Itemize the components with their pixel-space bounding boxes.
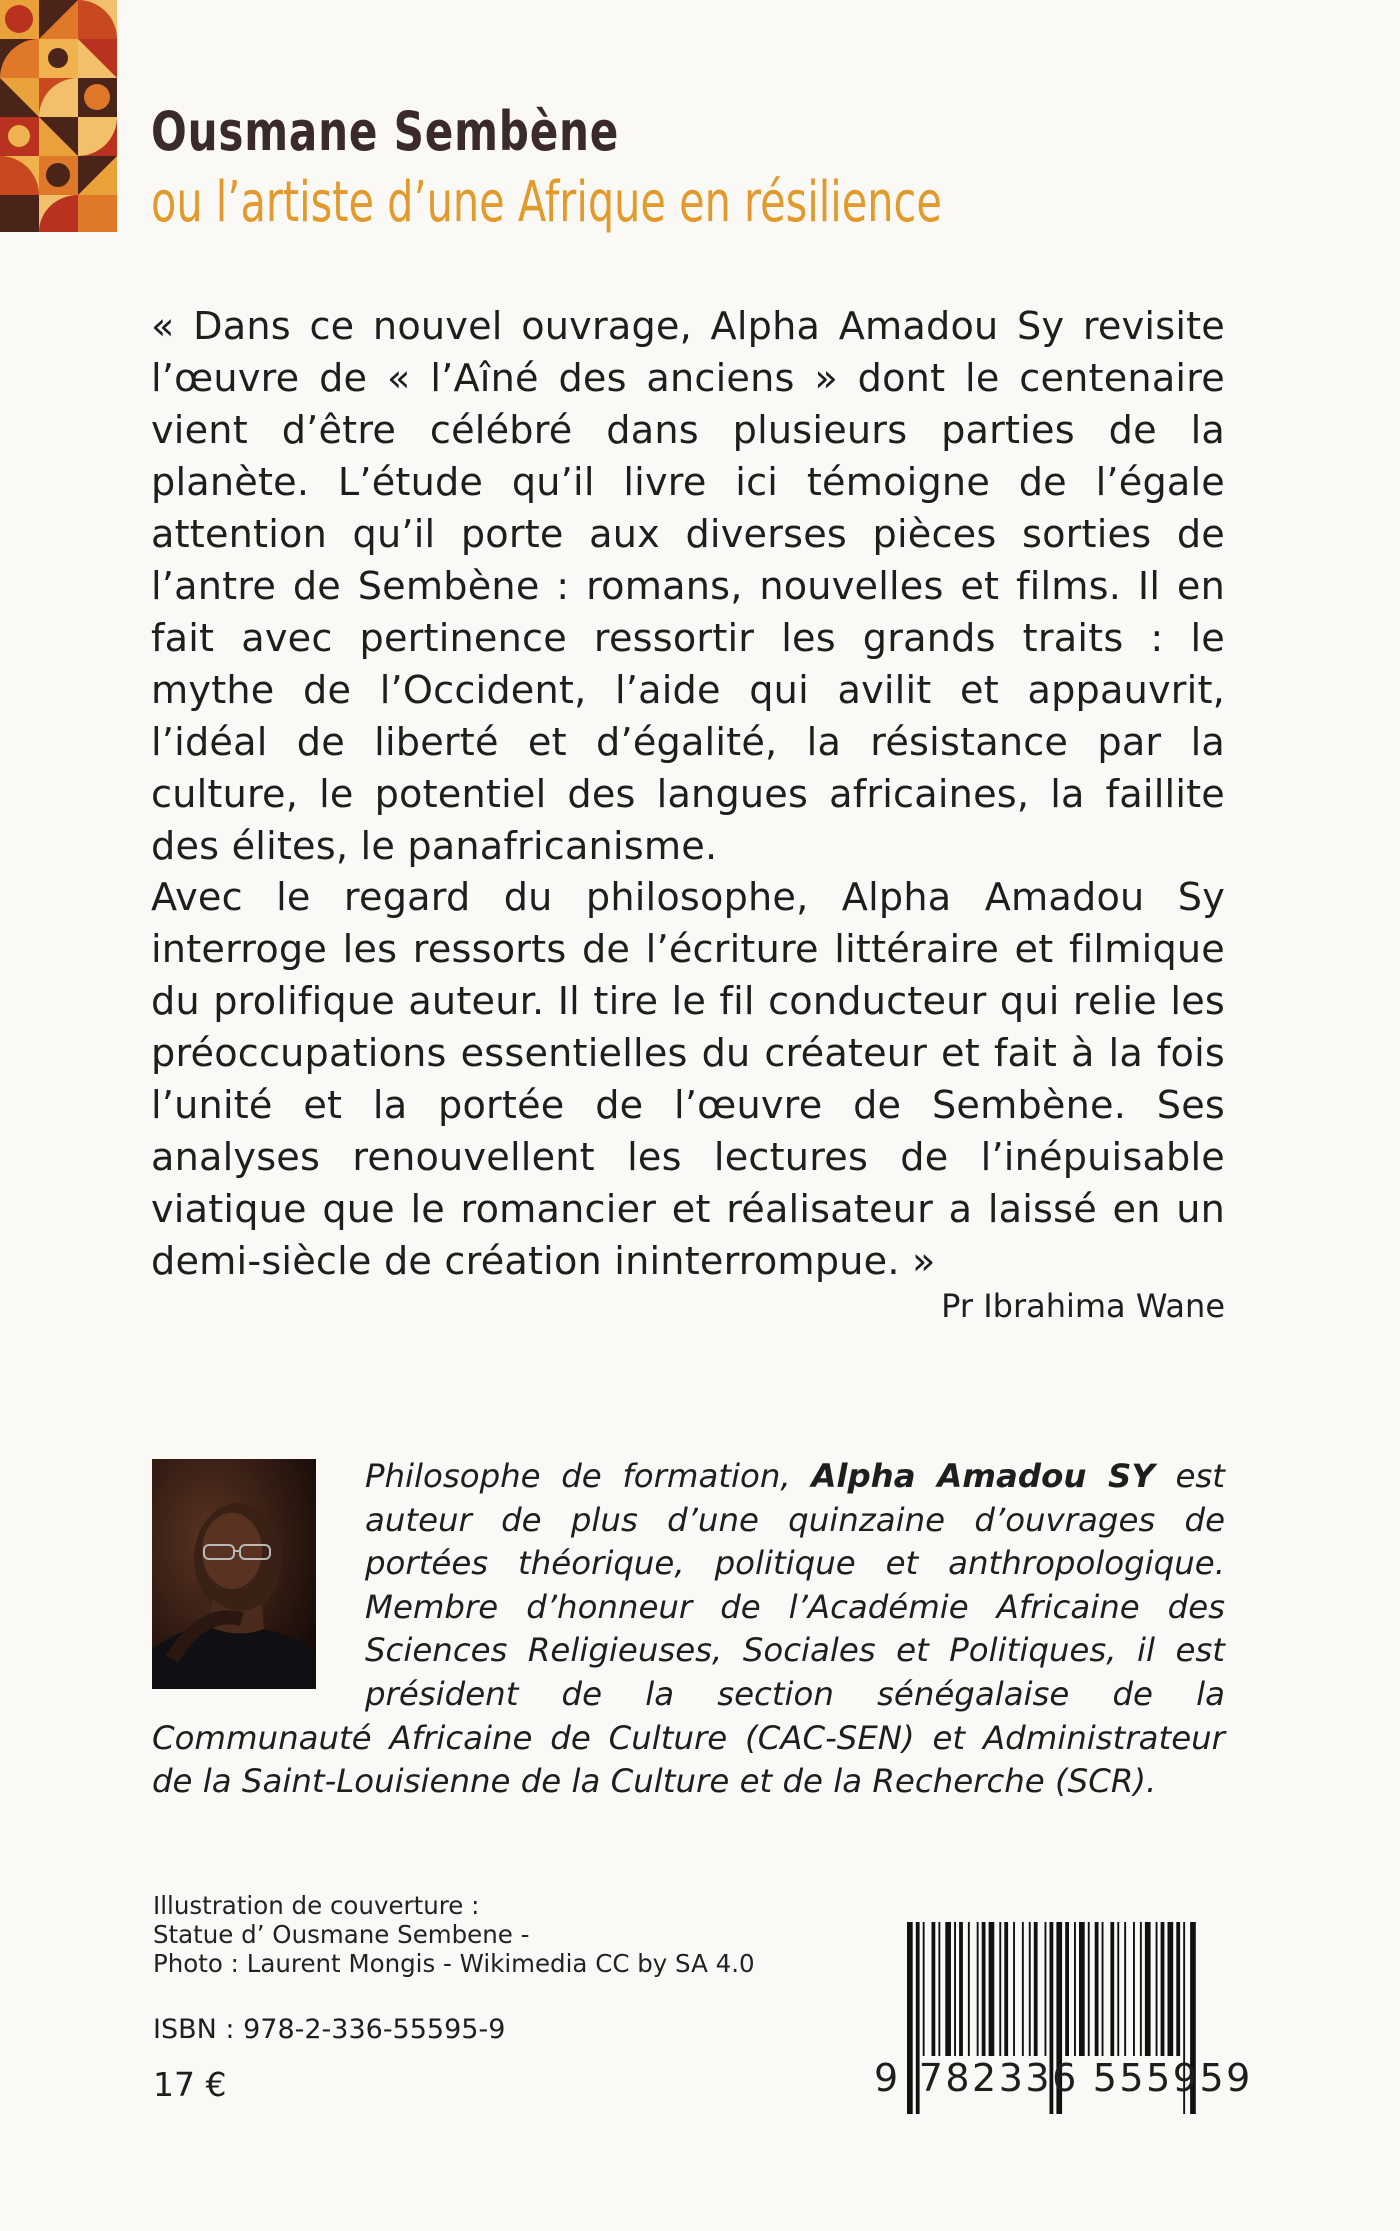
barcode-bar <box>982 1922 986 2056</box>
barcode-bar <box>1117 1922 1119 2056</box>
barcode-bar <box>1074 1922 1076 2056</box>
barcode-bar <box>1022 1922 1024 2056</box>
barcode-bar <box>1045 1922 1047 2056</box>
barcode-bar <box>954 1922 956 2056</box>
barcode-bar <box>1156 1922 1158 2056</box>
barcode-bar <box>1013 1922 1015 2056</box>
barcode-bar <box>1133 1922 1135 2056</box>
book-subtitle: ou l’artiste d’une Afrique en résilience <box>151 170 942 235</box>
barcode-bar <box>1145 1922 1151 2056</box>
credits-line-2: Statue d’ Ousmane Sembene - <box>153 1920 530 1949</box>
barcode-bar <box>1029 1922 1031 2056</box>
barcode-bar <box>1095 1922 1099 2056</box>
barcode-digits-right: 555959 <box>1092 2056 1253 2100</box>
barcode-bar <box>1004 1922 1008 2056</box>
barcode-bar <box>932 1922 936 2056</box>
barcode-bar <box>1161 1922 1165 2056</box>
price: 17 € <box>153 2065 227 2104</box>
barcode-first-digit: 9 <box>874 2056 901 2100</box>
bio-text: est auteur de plus d’une quinzaine d’ouvrages de portées théorique, politique et anthropologique. Membre d’honneur de l’Académie Africaine des Sciences Religieuses, Sociales et Politiques, il est président de la section sénégalaise de la Communauté Africaine de Culture (CAC-SEN) et Administrateur de la Saint-Louisienne de la Culture et de la Recherche (SCR). <box>152 1457 1225 1801</box>
credits-line-3: Photo : Laurent Mongis - Wikimedia CC by SA 4.0 <box>153 1949 755 1978</box>
cover-credits <box>153 1891 755 1978</box>
barcode-bar <box>989 1922 995 2056</box>
credits-line-1: Illustration de couverture : <box>153 1891 480 1920</box>
barcode-bar <box>1079 1922 1085 2056</box>
isbn: ISBN : 978-2-336-55595-9 <box>153 2014 506 2045</box>
blurb-paragraph-1: « Dans ce nouvel ouvrage, Alpha Amadou Sy revisite l’œuvre de « l’Aîné des anciens » dont le centenaire vient d’être célébré dans plusieurs parties de la planète. L’étude qu’il livre ici témoigne de l’égale attention qu’il porte aux diverses pièces sorties de l’antre de Sembène : romans, nouvelles et films. Il en fait avec pertinence ressortir les grands traits : le mythe de l’Occident, l’aide qui avilit et appauvrit, l’idéal de liberté et d’égalité, la résistance par la culture, le potentiel des langues africaines, la faillite des élites, le panafricanisme. <box>151 305 1225 869</box>
barcode-bar <box>1176 1922 1180 2056</box>
barcode-digits <box>874 2056 1253 2100</box>
barcode-bar <box>1088 1922 1090 2056</box>
barcode-bar <box>977 1922 979 2056</box>
barcode-bar <box>1102 1922 1104 2056</box>
barcode-bar <box>923 1922 925 2056</box>
photo-float-spacer <box>152 1455 365 1687</box>
bio-intro: Philosophe de formation, <box>365 1457 812 1495</box>
barcode-digits-left: 782336 <box>918 2056 1079 2100</box>
book-title: Ousmane Sembène <box>151 100 620 163</box>
author-name: Alpha Amadou SY <box>811 1457 1155 1495</box>
barcode-bar <box>1124 1922 1126 2056</box>
barcode-bar <box>999 1922 1001 2056</box>
barcode-bar <box>1065 1922 1069 2056</box>
barcode-bar <box>1140 1922 1142 2056</box>
blurb-paragraph-2: Avec le regard du philosophe, Alpha Amadou Sy interroge les ressorts de l’écriture littéraire et filmique du prolifique auteur. Il tire le fil conducteur qui relie les préoccupations essentielles du créateur et fait à la fois l’unité et la portée de l’œuvre de Sembène. Ses analyses renouvellent les lectures de l’inépuisable viatique que le romancier et réalisateur a laissé en un demi-siècle de création ininterrompue. » <box>151 876 1225 1284</box>
barcode-bar <box>945 1922 951 2056</box>
barcode-bar <box>968 1922 970 2056</box>
author-bio <box>152 1455 1225 1804</box>
barcode-bar <box>1168 1922 1174 2056</box>
barcode-bar <box>1110 1922 1114 2056</box>
barcode-bar <box>959 1922 963 2056</box>
decorative-pattern <box>0 0 117 232</box>
barcode-bar <box>1034 1922 1038 2056</box>
barcode-bar <box>938 1922 940 2056</box>
quote-attribution: Pr Ibrahima Wane <box>941 1287 1225 1325</box>
